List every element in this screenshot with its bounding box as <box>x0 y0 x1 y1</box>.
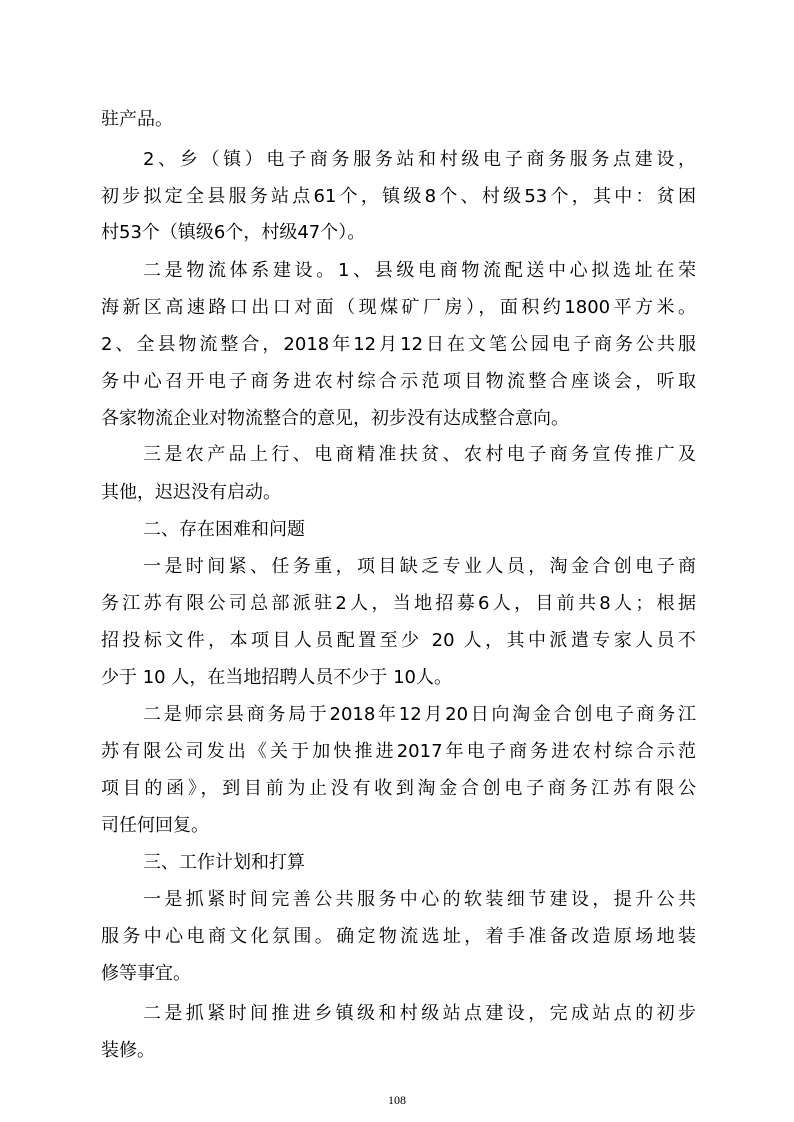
text-line: 二是抓紧时间推进乡镇级和村级站点建设，完成站点的初步 <box>143 1003 696 1024</box>
text-line: 项目的函》，到目前为止没有收到淘金合创电子商务江苏有限公 <box>101 778 696 799</box>
text-line: 修等事宜。 <box>101 963 191 984</box>
text-line: 少于 10 人，在当地招聘人员不少于 10人。 <box>101 667 452 688</box>
text-line: 装修。 <box>101 1040 155 1061</box>
text-line: 各家物流企业对物流整合的意见，初步没有达成整合意向。 <box>101 408 569 429</box>
text-line: 2、乡（镇）电子商务服务站和村级电子商务服务点建设， <box>143 149 696 170</box>
text-line: 海新区高速路口出口对面（现煤矿厂房），面积约1800平方米。 <box>101 297 696 318</box>
page-number: 108 <box>388 1093 406 1107</box>
text-line: 一是抓紧时间完善公共服务中心的软装细节建设，提升公共 <box>143 889 696 910</box>
text-line: 招投标文件，本项目人员配置至少 20 人，其中派遣专家人员不 <box>101 630 696 651</box>
text-line: 驻产品。 <box>101 109 173 130</box>
text-line: 三是农产品上行、电商精准扶贫、农村电子商务宣传推广及 <box>143 444 696 465</box>
text-line: 二是物流体系建设。1、县级电商物流配送中心拟选址在荣 <box>143 260 696 281</box>
section-heading: 三、工作计划和打算 <box>143 852 305 873</box>
text-line: 二是师宗县商务局于2018年12月20日向淘金合创电子商务江 <box>143 704 696 725</box>
text-line: 村53个（镇级6个，村级47个）。 <box>101 222 366 243</box>
section-heading: 二、存在困难和问题 <box>143 519 305 540</box>
text-line: 服务中心电商文化氛围。确定物流选址，着手准备改造原场地装 <box>101 926 696 947</box>
text-line: 务中心召开电子商务进农村综合示范项目物流整合座谈会，听取 <box>101 371 696 392</box>
text-line: 其他，迟迟没有启动。 <box>101 482 281 503</box>
text-line: 务江苏有限公司总部派驻2人，当地招募6人，目前共8人；根据 <box>101 593 696 614</box>
text-line: 苏有限公司发出《关于加快推进2017年电子商务进农村综合示范 <box>101 741 696 762</box>
text-line: 司任何回复。 <box>101 815 209 836</box>
text-line: 2、全县物流整合，2018年12月12日在文笔公园电子商务公共服 <box>101 334 696 355</box>
text-line: 初步拟定全县服务站点61个，镇级8个、村级53个，其中：贫困 <box>101 186 696 207</box>
text-line: 一是时间紧、任务重，项目缺乏专业人员，淘金合创电子商 <box>143 556 696 577</box>
